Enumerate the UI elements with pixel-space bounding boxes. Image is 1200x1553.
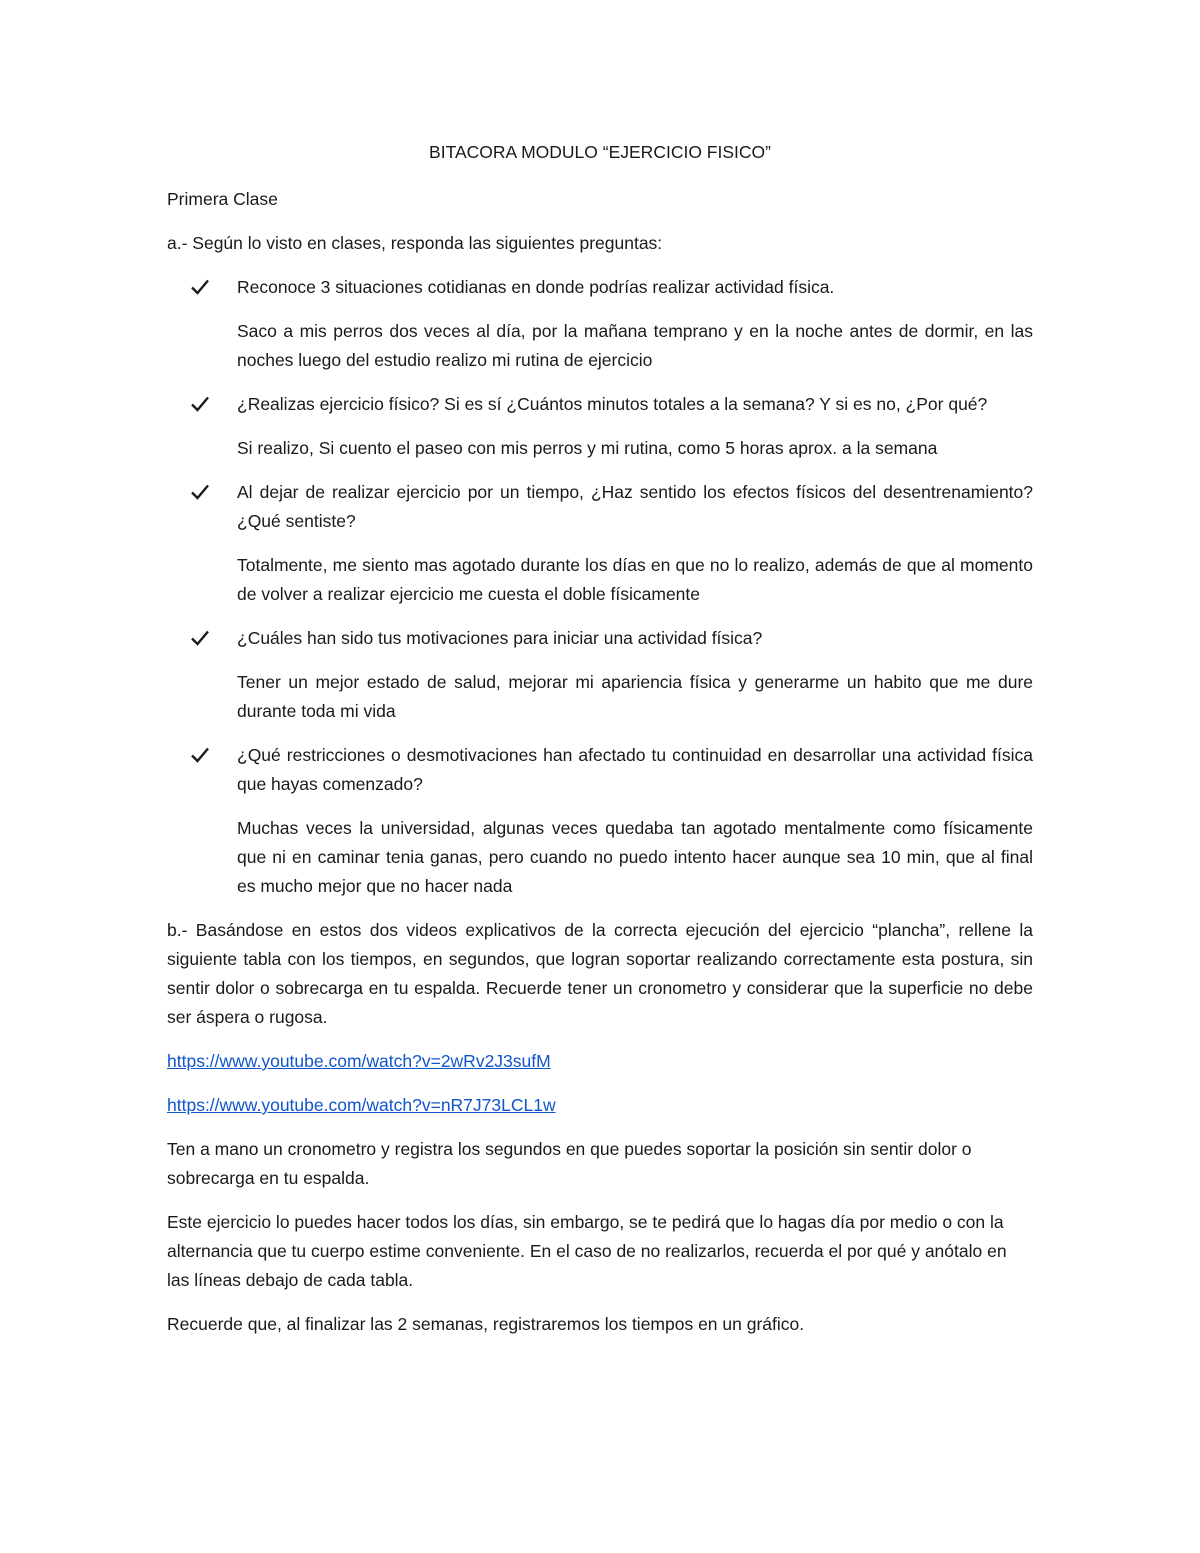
question-text: ¿Qué restricciones o desmotivaciones han afectado tu continuidad en desarrollar una actividad física que hayas comenzado? bbox=[237, 745, 1033, 794]
answer-text: Si realizo, Si cuento el paseo con mis perros y mi rutina, como 5 horas aprox. a la semana bbox=[237, 438, 938, 458]
question-text: ¿Cuáles han sido tus motivaciones para iniciar una actividad física? bbox=[237, 628, 763, 648]
video-link-1[interactable]: https://www.youtube.com/watch?v=2wRv2J3sufM bbox=[167, 1051, 551, 1071]
answer-text: Saco a mis perros dos veces al día, por la mañana temprano y en la noche antes de dormir, en las noches luego del estudio realizo mi rutina de ejercicio bbox=[237, 321, 1033, 370]
document-body bbox=[167, 138, 1033, 1354]
checkmark-icon bbox=[189, 744, 211, 766]
answer-text: Muchas veces la universidad, algunas veces quedaba tan agotado mentalmente como físicamente que ni en caminar tenia ganas, pero cuando no puedo intento hacer aunque sea 10 min, que al final es mucho mejor que no hacer nada bbox=[237, 818, 1033, 896]
question-text: Reconoce 3 situaciones cotidianas en donde podrías realizar actividad física. bbox=[237, 277, 835, 297]
class-label: Primera Clase bbox=[167, 189, 278, 209]
section-a-intro: a.- Según lo visto en clases, responda las siguientes preguntas: bbox=[167, 233, 663, 253]
checkmark-icon bbox=[189, 627, 211, 649]
question-item bbox=[167, 478, 1033, 536]
question-text: ¿Realizas ejercicio físico? Si es sí ¿Cuántos minutos totales a la semana? Y si es no, ¿Por qué? bbox=[237, 394, 988, 414]
video-link-2-row bbox=[167, 1091, 1033, 1120]
instruction-paragraph: Recuerde que, al finalizar las 2 semanas, registraremos los tiempos en un gráfico. bbox=[167, 1314, 805, 1334]
checkmark-icon bbox=[189, 276, 211, 298]
checkmark-icon bbox=[189, 481, 211, 503]
instruction-paragraph: Este ejercicio lo puedes hacer todos los días, sin embargo, se te pedirá que lo hagas día por medio o con la alternancia que tu cuerpo estime conveniente. En el caso de no realizarlos, recuerda el por qué y anótalo en las líneas debajo de cada tabla. bbox=[167, 1212, 1007, 1290]
instruction-paragraph: Ten a mano un cronometro y registra los segundos en que puedes soportar la posición sin sentir dolor o sobrecarga en tu espalda. bbox=[167, 1139, 972, 1188]
video-link-1-row bbox=[167, 1047, 1033, 1076]
question-item bbox=[167, 273, 1033, 302]
answer-text: Totalmente, me siento mas agotado durante los días en que no lo realizo, además de que al momento de volver a realizar ejercicio me cuesta el doble físicamente bbox=[237, 555, 1033, 604]
question-item bbox=[167, 741, 1033, 799]
section-b-intro: b.- Basándose en estos dos videos explicativos de la correcta ejecución del ejercicio “plancha”, rellene la siguiente tabla con los tiempos, en segundos, que logran soportar realizando correctamente esta postura, sin sentir dolor o sobrecarga en tu espalda. Recuerde tener un cronometro y considerar que la superficie no debe ser áspera o rugosa. bbox=[167, 920, 1033, 1027]
answer-text: Tener un mejor estado de salud, mejorar mi apariencia física y generarme un habito que me dure durante toda mi vida bbox=[237, 672, 1033, 721]
video-link-2[interactable]: https://www.youtube.com/watch?v=nR7J73LCL1w bbox=[167, 1095, 556, 1115]
question-text: Al dejar de realizar ejercicio por un tiempo, ¿Haz sentido los efectos físicos del desentrenamiento? ¿Qué sentiste? bbox=[237, 482, 1033, 531]
question-item bbox=[167, 624, 1033, 653]
question-item bbox=[167, 390, 1033, 419]
document-title: BITACORA MODULO “EJERCICIO FISICO” bbox=[429, 142, 771, 162]
checkmark-icon bbox=[189, 393, 211, 415]
